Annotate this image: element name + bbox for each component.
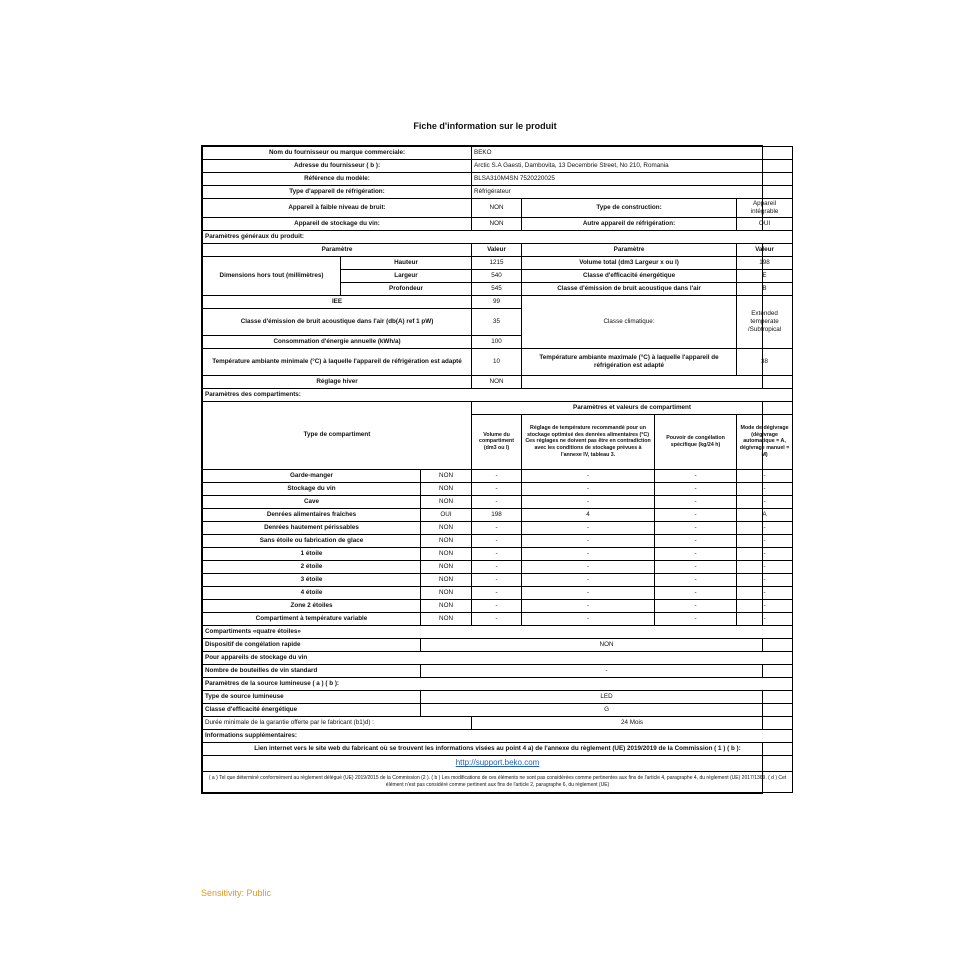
compartment-defrost: -: [737, 495, 793, 508]
compartment-defrost: -: [737, 612, 793, 625]
compartment-present: NON: [421, 599, 472, 612]
min-temp-label: Température ambiante minimale (°C) à laquelle l'appareil de réfrigération est adapté: [203, 348, 472, 375]
compartment-temp: -: [522, 521, 655, 534]
appliance-type-label: Type d'appareil de réfrigération:: [203, 186, 472, 199]
warranty-value: 24 Mois: [472, 716, 793, 729]
manufacturer-link[interactable]: http://support.beko.com: [455, 758, 540, 768]
value-header-2: Valeur: [737, 243, 793, 256]
compartment-freeze: -: [655, 612, 737, 625]
compartment-name: 3 étoile: [203, 573, 421, 586]
param-header: Paramètre: [203, 243, 472, 256]
wine-bottles-value: -: [421, 664, 793, 677]
total-volume-value: 198: [737, 256, 793, 269]
compartment-present: OUI: [421, 508, 472, 521]
construction-type-value: Appareil intégrable: [737, 199, 793, 218]
light-type-value: LED: [421, 690, 793, 703]
compartment-name: Zone 2 étoiles: [203, 599, 421, 612]
compartment-present: NON: [421, 534, 472, 547]
energy-class-value: E: [737, 269, 793, 282]
compartment-volume: -: [472, 482, 522, 495]
compartment-row: [203, 508, 793, 521]
compartment-name: Denrées hautement périssables: [203, 521, 421, 534]
compartment-defrost: -: [737, 469, 793, 482]
compartment-defrost: -: [737, 482, 793, 495]
noise-class-label: Classe d'émission de bruit acoustique dans l'air: [522, 282, 737, 295]
compartment-freeze: -: [655, 534, 737, 547]
compartment-name: Compartiment à température variable: [203, 612, 421, 625]
annual-consumption-value: 100: [472, 335, 522, 348]
noise-emission-label: Classe d'émission de bruit acoustique dans l'air (db(A) ref 1 pW): [203, 308, 472, 335]
compartment-freeze: -: [655, 508, 737, 521]
low-noise-label: Appareil à faible niveau de bruit:: [203, 199, 472, 218]
compartment-defrost: -: [737, 560, 793, 573]
supplier-name-label: Nom du fournisseur ou marque commerciale:: [203, 147, 472, 160]
compartment-row: [203, 573, 793, 586]
compartment-temp: 4: [522, 508, 655, 521]
construction-type-label: Type de construction:: [522, 199, 737, 218]
height-label: Hauteur: [341, 256, 472, 269]
annual-consumption-label: Consommation d'énergie annuelle (kWh/a): [203, 335, 472, 348]
compartment-defrost: -: [737, 534, 793, 547]
value-header: Valeur: [472, 243, 522, 256]
compartment-present: NON: [421, 612, 472, 625]
compartment-temp: -: [522, 599, 655, 612]
compartment-volume: -: [472, 534, 522, 547]
rapid-freeze-value: NON: [421, 638, 793, 651]
compartment-freeze: -: [655, 586, 737, 599]
compartment-defrost: -: [737, 521, 793, 534]
total-volume-label: Volume total (dm3 Largeur x ou l): [522, 256, 737, 269]
supplier-address-label: Adresse du fournisseur ( b ):: [203, 160, 472, 173]
general-parameters-section: Paramètres généraux du produit:: [203, 230, 793, 243]
compartment-volume: -: [472, 612, 522, 625]
compartment-row: [203, 469, 793, 482]
climate-class-label: Classe climatique:: [522, 295, 737, 348]
compartment-name: 1 étoile: [203, 547, 421, 560]
compartment-row: [203, 560, 793, 573]
compartment-volume: -: [472, 495, 522, 508]
compartment-volume: -: [472, 547, 522, 560]
wine-section: Pour appareils de stockage du vin: [203, 651, 793, 664]
compartment-row: [203, 612, 793, 625]
footnote: ( a ) Tel que déterminé conformément au règlement délégué (UE) 2019/2015 de la Commission (2 ). ( b ) Les modifications de ces éléments ne sont pas considérées comme pertinentes aux fins de l'article 4, paragraphe 4, du règlement (UE) 2017/1369. ( d ) Cet élément n'est pas considéré comme pertinent aux fins de l'article 2, paragraphe 6, du règlement (UE): [203, 771, 793, 792]
wine-storage-label: Appareil de stockage du vin:: [203, 217, 472, 230]
noise-emission-value: 35: [472, 308, 522, 335]
climate-class-value: Extended temperate /Subtropical: [737, 295, 793, 348]
compartment-name: Cave: [203, 495, 421, 508]
compartment-defrost: -: [737, 586, 793, 599]
compartment-row: [203, 521, 793, 534]
compartment-present: NON: [421, 573, 472, 586]
compartment-values-header: Paramètres et valeurs de compartiment: [472, 401, 793, 414]
max-temp-label: Température ambiante maximale (°C) à laquelle l'appareil de réfrigération est adapté: [522, 348, 737, 375]
compartment-freeze: -: [655, 495, 737, 508]
compartment-row: [203, 482, 793, 495]
compartment-volume: -: [472, 560, 522, 573]
compartment-freeze: -: [655, 560, 737, 573]
compartment-present: NON: [421, 495, 472, 508]
product-information-sheet: [201, 145, 790, 794]
appliance-type-value: Réfrigérateur: [472, 186, 793, 199]
compartment-volume: -: [472, 469, 522, 482]
light-type-label: Type de source lumineuse: [203, 690, 421, 703]
width-label: Largeur: [341, 269, 472, 282]
depth-label: Profondeur: [341, 282, 472, 295]
model-reference-value: BLSA310M4SN 7520220025: [472, 173, 793, 186]
compartment-name: Garde-manger: [203, 469, 421, 482]
compartment-volume: 198: [472, 508, 522, 521]
compartment-name: 2 étoile: [203, 560, 421, 573]
compartment-temp: -: [522, 469, 655, 482]
compartment-defrost: A: [737, 508, 793, 521]
compartment-freeze: -: [655, 599, 737, 612]
rapid-freeze-label: Dispositif de congélation rapide: [203, 638, 421, 651]
height-value: 1215: [472, 256, 522, 269]
compartment-freeze: -: [655, 547, 737, 560]
col-defrost-header: Mode de dégivrage (dégivrage automatique = A, dégivrage manuel = M): [737, 414, 793, 469]
light-class-value: G: [421, 703, 793, 716]
compartments-section: Paramètres des compartiments:: [203, 388, 793, 401]
width-value: 540: [472, 269, 522, 282]
compartment-freeze: -: [655, 482, 737, 495]
compartment-name: Denrées alimentaires fraîches: [203, 508, 421, 521]
four-star-section: Compartiments «quatre étoiles»: [203, 625, 793, 638]
compartment-present: NON: [421, 560, 472, 573]
winter-setting-value: NON: [472, 375, 522, 388]
compartment-defrost: -: [737, 599, 793, 612]
min-temp-value: 10: [472, 348, 522, 375]
compartment-present: NON: [421, 547, 472, 560]
compartment-row: [203, 586, 793, 599]
compartment-defrost: -: [737, 547, 793, 560]
noise-class-value: B: [737, 282, 793, 295]
model-reference-label: Référence du modèle:: [203, 173, 472, 186]
warranty-label: Durée minimale de la garantie offerte par le fabricant (b1)d) :: [203, 716, 472, 729]
compartment-temp: -: [522, 495, 655, 508]
other-appliance-label: Autre appareil de réfrigération:: [522, 217, 737, 230]
compartment-type-header: Type de compartiment: [203, 401, 472, 469]
compartment-volume: -: [472, 521, 522, 534]
compartment-present: NON: [421, 482, 472, 495]
compartment-temp: -: [522, 573, 655, 586]
compartment-temp: -: [522, 586, 655, 599]
col-temp-header: Réglage de température recommandé pour un stockage optimisé des denrées alimentaires (°C) Ces réglages ne doivent pas être en contradiction avec les conditions de stockage prévues à l'annexe IV, tableau 3.: [522, 414, 655, 469]
compartment-temp: -: [522, 560, 655, 573]
light-source-section: Paramètres de la source lumineuse ( a ) ( b ):: [203, 677, 793, 690]
additional-info-section: Informations supplémentaires:: [203, 729, 793, 742]
compartment-defrost: -: [737, 573, 793, 586]
manufacturer-link-label: Lien internet vers le site web du fabricant où se trouvent les informations visées au point 4 a) de l'annexe du règlement (UE) 2019/2019 de la Commission ( 1 ) ( b ):: [203, 742, 793, 755]
compartment-name: Stockage du vin: [203, 482, 421, 495]
other-appliance-value: OUI: [737, 217, 793, 230]
compartment-temp: -: [522, 547, 655, 560]
col-freeze-header: Pouvoir de congélation spécifique (kg/24 h): [655, 414, 737, 469]
iee-value: 99: [472, 295, 522, 308]
energy-class-label: Classe d'efficacité énergétique: [522, 269, 737, 282]
dimensions-label: Dimensions hors tout (millimètres): [203, 256, 341, 295]
compartment-name: 4 étoile: [203, 586, 421, 599]
compartment-row: [203, 495, 793, 508]
supplier-name-value: BEKO: [472, 147, 793, 160]
info-table: [202, 146, 793, 793]
compartment-volume: -: [472, 586, 522, 599]
sensitivity-label: Sensitivity: Public: [201, 888, 272, 898]
compartment-volume: -: [472, 573, 522, 586]
page-title: Fiche d'information sur le produit: [413, 121, 557, 131]
col-volume-header: Volume du compartiment (dm3 ou l): [472, 414, 522, 469]
wine-storage-value: NON: [472, 217, 522, 230]
compartment-row: [203, 599, 793, 612]
compartment-present: NON: [421, 586, 472, 599]
empty-cell: [522, 375, 793, 388]
compartment-present: NON: [421, 469, 472, 482]
param-header-2: Paramètre: [522, 243, 737, 256]
compartment-volume: -: [472, 599, 522, 612]
compartment-row: [203, 534, 793, 547]
compartment-freeze: -: [655, 521, 737, 534]
compartment-present: NON: [421, 521, 472, 534]
manufacturer-link-cell: [203, 755, 793, 771]
compartment-rows: [203, 469, 793, 625]
light-class-label: Classe d'efficacité énergétique: [203, 703, 421, 716]
max-temp-value: 38: [737, 348, 793, 375]
compartment-temp: -: [522, 482, 655, 495]
compartment-name: Sans étoile ou fabrication de glace: [203, 534, 421, 547]
compartment-row: [203, 547, 793, 560]
low-noise-value: NON: [472, 199, 522, 218]
iee-label: IEE: [203, 295, 472, 308]
compartment-temp: -: [522, 612, 655, 625]
compartment-freeze: -: [655, 469, 737, 482]
compartment-freeze: -: [655, 573, 737, 586]
compartment-temp: -: [522, 534, 655, 547]
winter-setting-label: Réglage hiver: [203, 375, 472, 388]
wine-bottles-label: Nombre de bouteilles de vin standard: [203, 664, 421, 677]
depth-value: 545: [472, 282, 522, 295]
supplier-address-value: Arctic S.A Gaesti, Dambovita, 13 Decembrie Street, No 210, Romania: [472, 160, 793, 173]
